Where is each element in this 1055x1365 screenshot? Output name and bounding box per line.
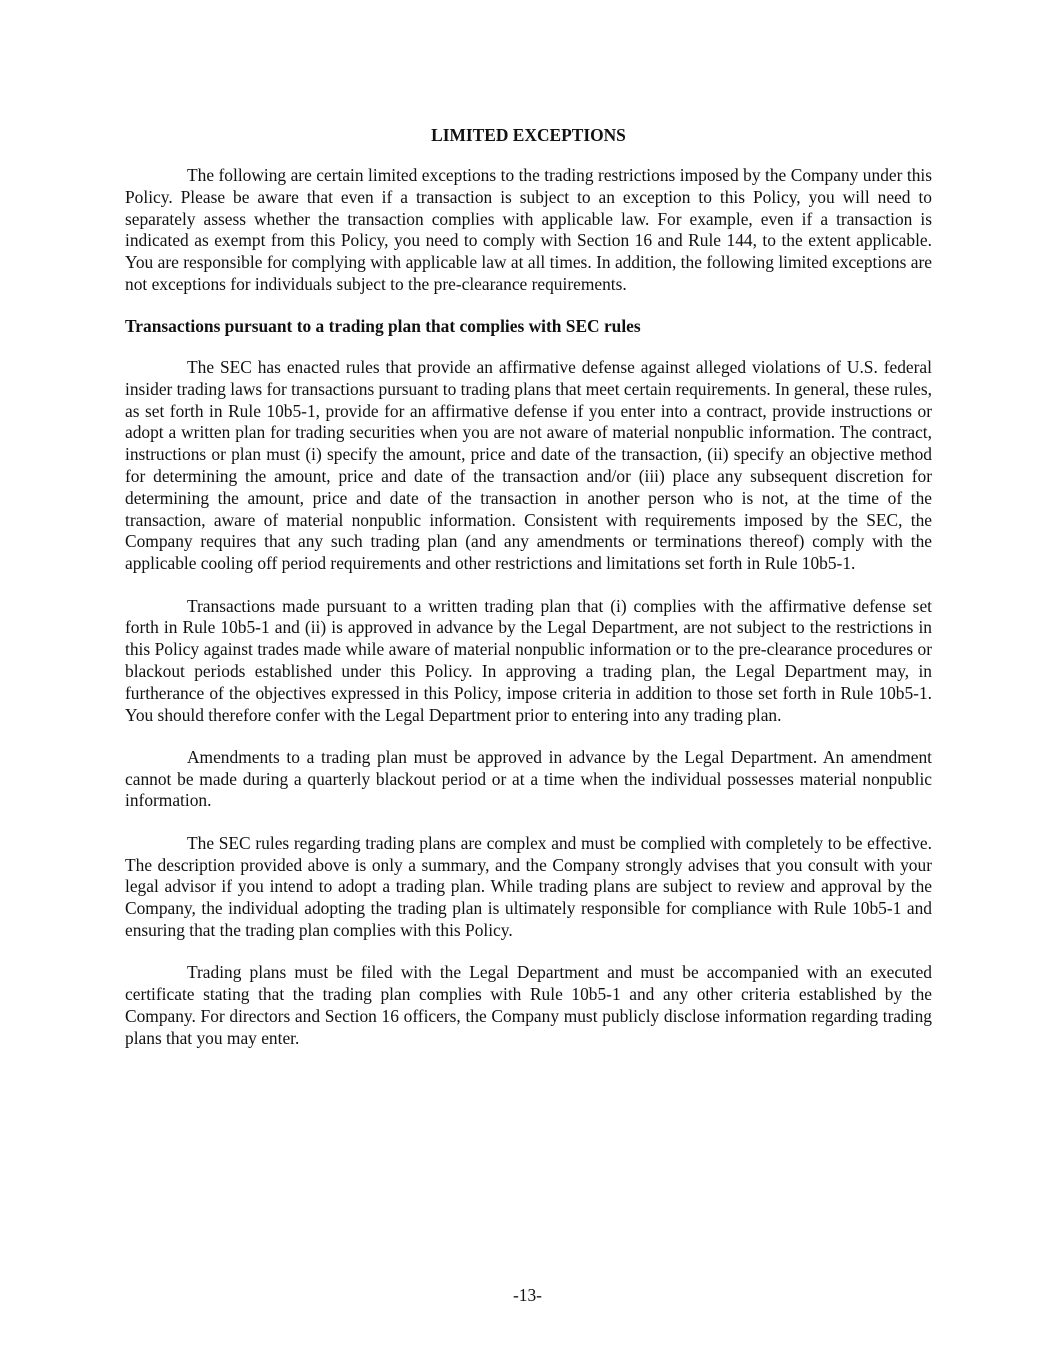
paragraph-complexity: The SEC rules regarding trading plans are complex and must be complied with completely to be effective. The description provided above is only a summary, and the Company strongly advises that you consult with your legal advisor if you intend to adopt a trading plan. While trading plans are subject to review and approval by the Company, the individual adopting the trading plan is ultimately responsible for compliance with Rule 10b5-1 and ensuring that the trading plan complies with this Policy.: [125, 832, 932, 940]
paragraph-amendments: Amendments to a trading plan must be approved in advance by the Legal Department. An amendment cannot be made during a quarterly blackout period or at a time when the individual possesses material nonpublic information.: [125, 746, 932, 811]
paragraph-filing: Trading plans must be filed with the Legal Department and must be accompanied with an executed certificate stating that the trading plan complies with Rule 10b5-1 and any other criteria established by the Company. For directors and Section 16 officers, the Company must publicly disclose information regarding trading plans that you may enter.: [125, 962, 932, 1048]
document-body: [125, 124, 932, 1070]
intro-paragraph: The following are certain limited exceptions to the trading restrictions imposed by the Company under this Policy. Please be aware that even if a transaction is subject to an exception to this Policy, you will need to separately assess whether the transaction complies with applicable law. For example, even if a transaction is indicated as exempt from this Policy, you need to comply with Section 16 and Rule 144, to the extent applicable. You are responsible for complying with applicable law at all times. In addition, the following limited exceptions are not exceptions for individuals subject to the pre-clearance requirements.: [125, 165, 932, 294]
page-number: -13-: [513, 1285, 542, 1305]
paragraph-affirmative-defense: The SEC has enacted rules that provide an affirmative defense against alleged violations of U.S. federal insider trading laws for transactions pursuant to trading plans that meet certain requirements. In general, these rules, as set forth in Rule 10b5-1, provide for an affirmative defense if you enter into a contract, provide instructions or adopt a written plan for trading securities when you are not aware of material nonpublic information. The contract, instructions or plan must (i) specify the amount, price and date of the transaction, (ii) specify an objective method for determining the amount, price and date of the transaction and/or (iii) place any subsequent discretion for determining the amount, price and date of the transaction in another person who is not, at the time of the transaction, aware of material nonpublic information. Consistent with requirements imposed by the SEC, the Company requires that any such trading plan (and any amendments or terminations thereof) comply with the applicable cooling off period requirements and other restrictions and limitations set forth in Rule 10b5-1.: [125, 357, 932, 574]
paragraph-approved-trading-plan: Transactions made pursuant to a written trading plan that (i) complies with the affirmative defense set forth in Rule 10b5-1 and (ii) is approved in advance by the Legal Department, are not subject to the restrictions in this Policy against trades made while aware of material nonpublic information or to the pre-clearance procedures or blackout periods established under this Policy. In approving a trading plan, the Legal Department may, in furtherance of the objectives expressed in this Policy, impose criteria in addition to those set forth in Rule 10b5-1. You should therefore confer with the Legal Department prior to entering into any trading plan.: [125, 595, 932, 725]
section-heading: Transactions pursuant to a trading plan that complies with SEC rules: [125, 316, 641, 337]
page-title: LIMITED EXCEPTIONS: [431, 125, 626, 145]
